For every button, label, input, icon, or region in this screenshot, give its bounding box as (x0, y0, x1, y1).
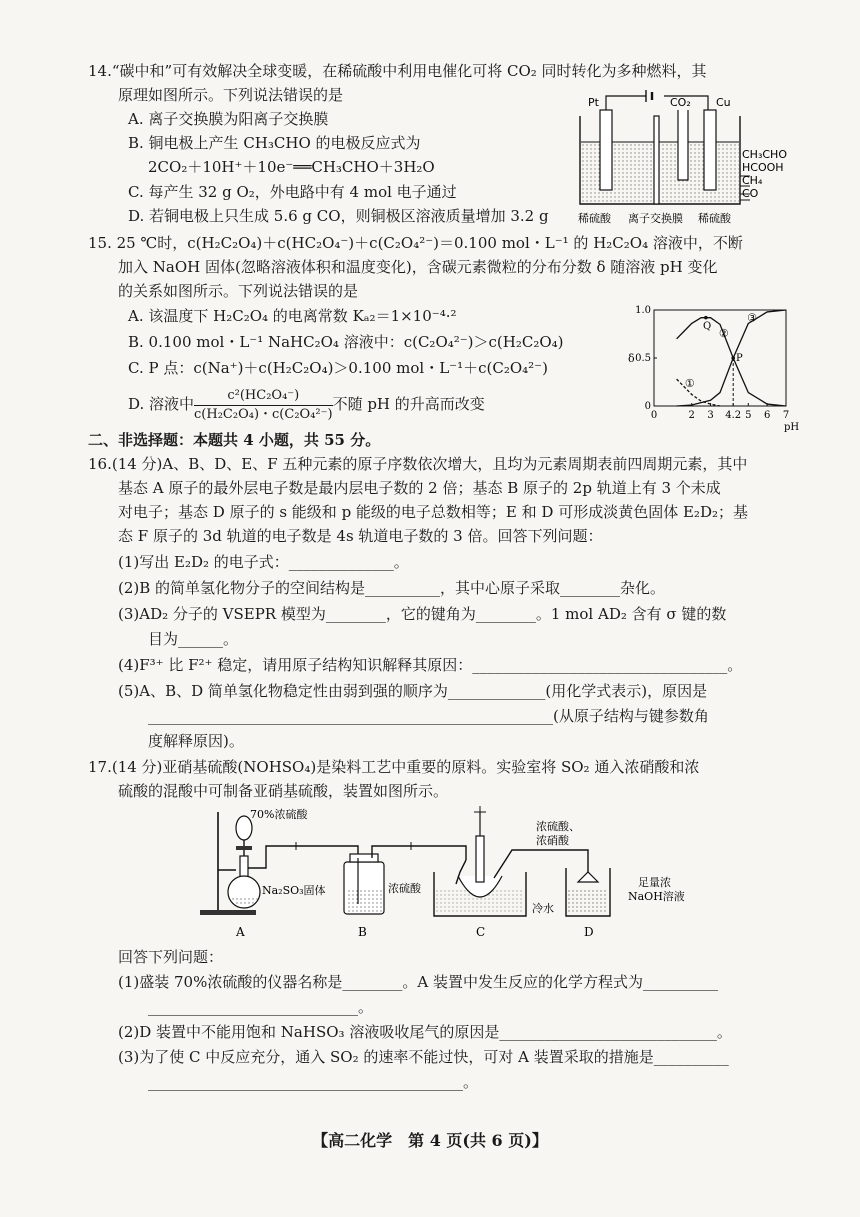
series-label: ① (684, 376, 695, 390)
x-tick-label: 5 (745, 410, 752, 421)
fraction-denominator: c(H₂C₂O₄)・c(C₂O₄²⁻) (194, 406, 333, 422)
x-tick-label: 0 (650, 410, 658, 421)
q17-part2: (2)D 装置中不能用饱和 NaHSO₃ 溶液吸收尾气的原因是_____________________________。 (118, 1023, 732, 1041)
series-label: ③ (747, 311, 757, 325)
q15-option-d-suffix: 不随 pH 的升高而改变 (332, 395, 485, 413)
b-acid-label: 浓硫酸 (388, 882, 421, 895)
mixed-acid-label-2: 浓硝酸 (536, 834, 569, 847)
q17-part1-cont: ____________________________。 (148, 998, 374, 1016)
mixed-acid-label: 浓硫酸、 (536, 820, 580, 833)
apparatus-label-b: B (358, 925, 367, 939)
iron-stand-base (200, 910, 256, 915)
q15-stem-line1: 15. 25 ℃时，c(H₂C₂O₄)＋c(HC₂O₄⁻)＋c(C₂O₄²⁻)＝0.100 mol・L⁻¹ 的 H₂C₂O₄ 溶液中，不断 (88, 234, 743, 252)
q16-part5-end: 度解释原因)。 (148, 732, 244, 750)
section-heading: 二、非选择题：本题共 4 小题，共 55 分。 (88, 431, 381, 449)
q16-stem-line1: 16.(14 分)A、B、D、E、F 五种元素的原子序数依次增大，且均为元素周期表前四周期元素，其中 (88, 455, 748, 473)
q17-part3-cont: __________________________________________。 (148, 1073, 479, 1091)
q14-stem-line2: 原理如图所示。下列说法错误的是 (118, 86, 344, 104)
point-q-label: Q (703, 321, 712, 333)
apparatus-diagram (196, 806, 736, 946)
q16-part1: (1)写出 E₂D₂ 的电子式：______________。 (118, 553, 409, 571)
pt-label: Pt (588, 96, 599, 109)
bottom-label-left: 稀硫酸 (578, 212, 611, 225)
q15-stem-line2: 加入 NaOH 固体(忽略溶液体积和温度变化)，含碳元素微粒的分布分数 δ 随溶液 pH 变化 (118, 258, 718, 276)
apparatus-label-d: D (584, 925, 594, 939)
series-line-1 (677, 376, 720, 406)
page-footer: 【高二化学 第 4 页(共 6 页)】 (312, 1131, 548, 1150)
q17-part1: (1)盛装 70%浓硫酸的仪器名称是________。A 装置中发生反应的化学方程式为__________ (118, 973, 718, 991)
solid-label: Na₂SO₃固体 (262, 884, 326, 897)
q15-option-d-prefix: D. 溶液中 (128, 395, 195, 413)
electrolysis-cell-diagram (578, 88, 787, 228)
q15-option-a: A. 该温度下 H₂C₂O₄ 的电离常数 Kₐ₂＝1×10⁻⁴·² (128, 307, 457, 325)
y-axis-label: δ (628, 352, 635, 365)
series-label: ② (718, 326, 729, 340)
q17-intro: 回答下列问题： (118, 948, 224, 966)
q16-part3-cont: 目为______。 (148, 630, 239, 648)
ion-exchange-membrane (654, 116, 659, 204)
point-q (704, 316, 708, 320)
cu-label: Cu (716, 96, 731, 109)
q16-part4: (4)F³⁺ 比 F²⁺ 稳定，请用原子结构知识解释其原因：__________________________________。 (118, 656, 743, 674)
q15-option-c: C. P 点：c(Na⁺)＋c(H₂C₂O₄)＞0.100 mol・L⁻¹＋c(C₂O₄²⁻) (128, 359, 548, 377)
x-tick-label: 3 (707, 410, 714, 421)
apparatus-label-a: A (236, 925, 245, 939)
x-tick-label: 6 (763, 410, 771, 421)
q15-option-d (128, 384, 485, 424)
q17-stem-line2: 硫酸的混酸中可制备亚硝基硫酸，装置如图所示。 (118, 782, 449, 800)
co2-inlet-tube (678, 110, 688, 180)
bottom-label-membrane: 离子交换膜 (628, 212, 683, 225)
series-line-3 (677, 310, 786, 406)
y-tick-label: 0 (644, 401, 651, 412)
q14-option-b-equation: 2CO₂＋10H⁺＋10e⁻══CH₃CHO＋3H₂O (148, 158, 435, 176)
q14-stem-line1: 14.“碳中和”可有效解决全球变暖，在稀硫酸中利用电催化可将 CO₂ 同时转化为多种燃料，其 (88, 62, 707, 80)
co2-label: CO₂ (670, 96, 691, 109)
q15-option-b: B. 0.100 mol・L⁻¹ NaHC₂O₄ 溶液中：c(C₂O₄²⁻)＞c(H₂C₂O₄) (128, 333, 564, 351)
q14-option-d: D. 若铜电极上只生成 5.6 g CO，则铜极区溶液质量增加 3.2 g (128, 207, 549, 225)
bottom-label-right: 稀硫酸 (698, 212, 731, 225)
fraction-numerator: c²(HC₂O₄⁻) (194, 387, 333, 406)
cold-water-label: 冷水 (532, 902, 554, 915)
acid-label: 70%浓硫酸 (250, 808, 308, 821)
apparatus-label-c: C (476, 925, 486, 939)
q16-stem-line3: 对电子；基态 D 原子的 s 能级和 p 能级的电子总数相等；E 和 D 可形成淡黄色固体 E₂D₂；基 (118, 503, 748, 521)
q16-part2: (2)B 的简单氢化物分子的空间结构是__________，其中心原子采取________杂化。 (118, 579, 666, 597)
x-tick-label: 4.2 (725, 410, 742, 421)
q16-stem-line2: 基态 A 原子的最外层电子数是最内层电子数的 2 倍；基态 B 原子的 2p 轨道上有 3 个未成 (118, 479, 721, 497)
q16-part5: (5)A、B、D 简单氢化物稳定性由弱到强的顺序为_____________(用化学式表示)，原因是 (118, 682, 708, 700)
x-axis-label: pH (784, 422, 800, 433)
inverted-funnel (578, 872, 598, 882)
product-label: CH₃CHO (742, 148, 787, 161)
product-label: CH₄ (742, 174, 763, 187)
x-tick-label: 7 (782, 410, 790, 421)
q14-option-a: A. 离子交换膜为阳离子交换膜 (128, 110, 329, 128)
cu-electrode (704, 110, 716, 190)
distribution-chart (626, 304, 800, 433)
pt-electrode (600, 110, 612, 190)
product-label: CO (742, 187, 759, 200)
q17-stem-line1: 17.(14 分)亚硝基硫酸(NOHSO₄)是染料工艺中重要的原料。实验室将 SO₂ 通入浓硝酸和浓 (88, 758, 700, 776)
q15-stem-line3: 的关系如图所示。下列说法错误的是 (118, 282, 359, 300)
q14-option-c: C. 每产生 32 g O₂，外电路中有 4 mol 电子通过 (128, 183, 457, 201)
y-tick-label: 0.5 (635, 353, 651, 364)
naoh-label-2: NaOH溶液 (628, 890, 685, 903)
q14-option-b: B. 铜电极上产生 CH₃CHO 的电极反应式为 (128, 134, 421, 152)
q16-part3: (3)AD₂ 分子的 VSEPR 模型为________，它的键角为________。1 mol AD₂ 含有 σ 键的数 (118, 605, 727, 623)
q17-part3: (3)为了使 C 中反应充分，通入 SO₂ 的速率不能过快，可对 A 装置采取的措施是__________ (118, 1048, 729, 1066)
q16-part5-cont: ______________________________________________________(从原子结构与键参数角 (148, 707, 709, 725)
product-label: HCOOH (742, 161, 784, 174)
y-tick-label: 1.0 (635, 305, 651, 316)
point-p-label: P (736, 352, 743, 364)
naoh-label: 足量浓 (638, 876, 671, 889)
q15-fraction (194, 387, 333, 424)
q16-stem-line4: 态 F 原子的 3d 轨道的电子数是 4s 轨道电子数的 3 倍。回答下列问题： (118, 527, 603, 545)
x-tick-label: 2 (688, 410, 695, 421)
